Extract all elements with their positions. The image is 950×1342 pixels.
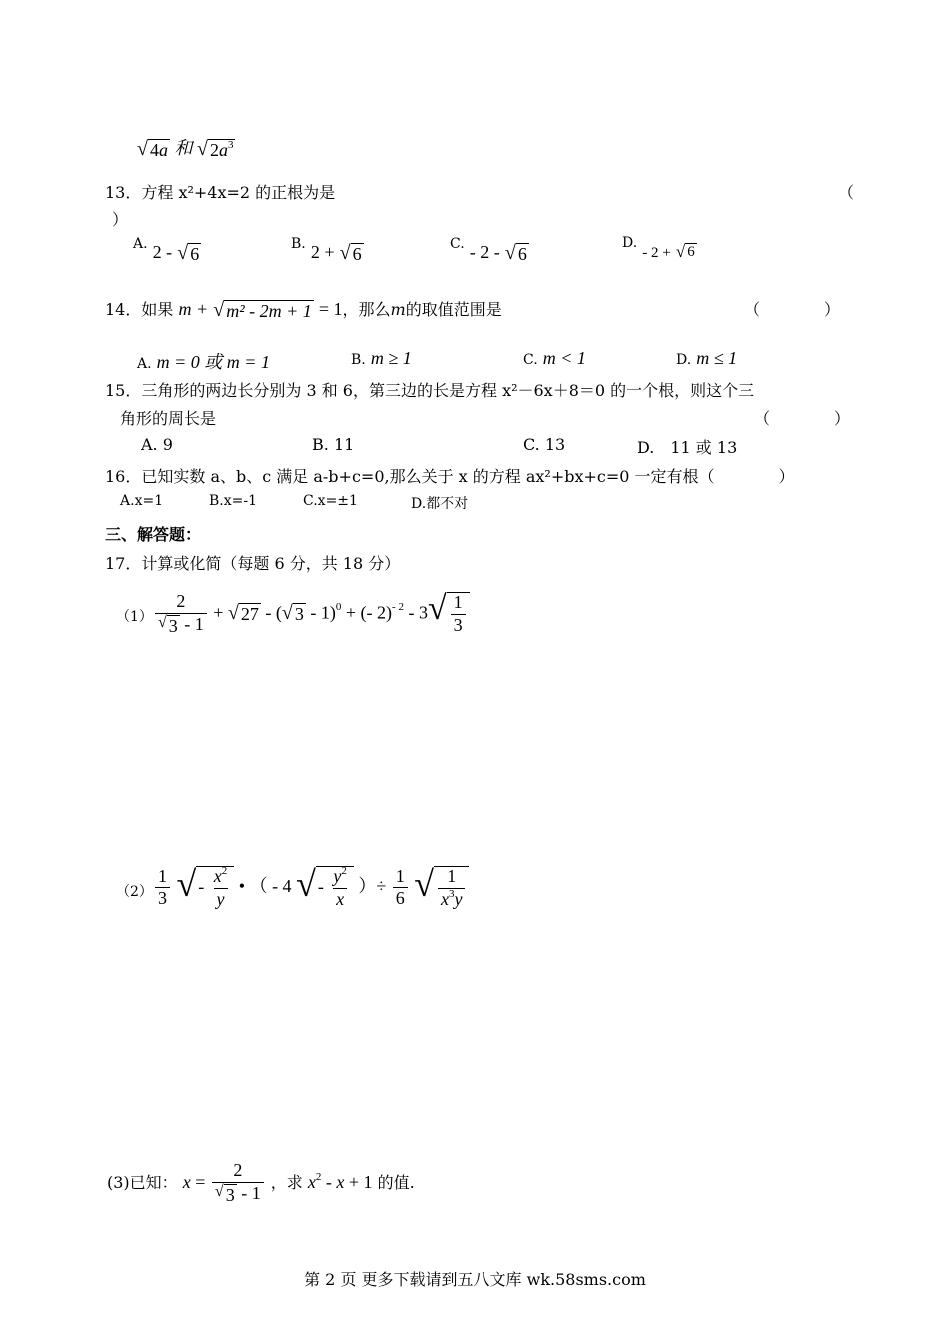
section-title: 三、解答题： [105,525,202,544]
q16-option-a: A.x=1 [120,493,164,509]
q15-option-c: C. 13 [523,435,566,454]
q15-stem-line2: 角形的周长是 [120,409,217,428]
q15-option-b: B. 11 [312,435,355,454]
q14-option-d: D. m ≤ 1 [676,348,738,368]
q12-tail-expression: √ 4a 和 √ $2a^3$ [137,138,234,161]
q13-option-c: C. - 2 - √ 6 [450,236,527,264]
q16-stem: 16．已知实数 a、b、c 满足 a-b+c=0,那么关于 x 的方程 ax²+bx+c=0 一定有根（ ） [105,467,795,486]
q13-answer-paren-close: ） [112,210,129,229]
q17-part1-label: （1） [116,609,153,625]
q13-option-b: B. 2 + √ 6 [291,236,362,264]
q13-option-d: D. - 2 + √ 6 [622,235,695,262]
q12-conj: 和 [174,138,193,158]
q15-stem-line1: 15．三角形的两边长分别为 3 和 6，第三边的长是方程 x²－6x＋8＝0 的一个根，则这个三 [105,381,755,400]
q16-option-c: C.x=±1 [303,493,358,509]
q13-answer-paren-open: （ [838,183,855,202]
q14-stem: 14．如果 m + √ m² - 2m + 1 = 1，那么m的取值范围是 [105,298,502,321]
page-footer: 第 2 页 更多下载请到五八文库 wk.58sms.com [304,1270,646,1289]
q13-stem: 13．方程 x²+4x=2 的正根为是 [105,183,336,202]
q13-option-a: A. 2 - √ 6 [133,236,200,264]
q17-part3: (3)已知： x = 2 √ 3 - 1 ，求 $x^2 - x + 1$ 的值. [107,1160,415,1205]
q17-part2-expression: $\frac{1}{3}$ √ - $\frac{x^2}{y}$ • （ - 4 √ - $\frac{y^2}{x}$ ）÷ $\frac{1}{6}$ √ $\frac{1}{x^3y}$ [153,866,469,910]
q16-option-d: D.都不对 [411,496,469,512]
q16-option-b: B.x=-1 [209,493,258,509]
q14-option-b: B. m ≥ 1 [351,348,412,368]
q17-stem: 17．计算或化简（每题 6 分，共 18 分） [105,554,401,573]
q17-part1-expression: 2 √ 3 - 1 + √ 27 - ( √ 3 - 1)$^0$ + (- 2)$^{- 2}$ - 3 √ $\frac{1}{3}$ [153,592,470,637]
q17-part2-label: （2） [116,884,153,900]
q14-answer-paren: （ ） [744,300,841,319]
q14-option-a: A. m = 0 或 m = 1 [137,352,270,372]
q15-answer-paren: （ ） [754,409,851,428]
q15-option-a: A. 9 [141,435,173,454]
q15-option-d: D. 11 或 13 [637,438,738,457]
q14-option-c: C. m < 1 [523,348,586,368]
